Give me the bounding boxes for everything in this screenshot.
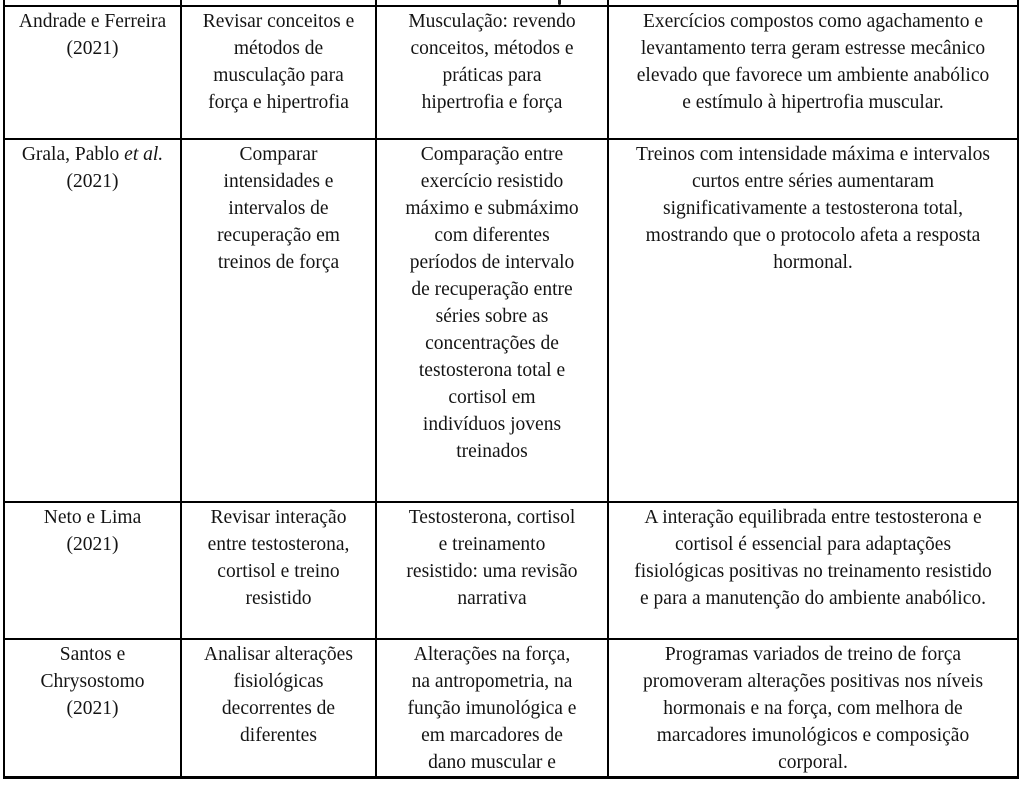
title-cell: Comparação entre exercício resistido máximo e submáximo com diferentes períodos de intervalo de recuperação entre séries sobre as concentrações de testosterona total e cortisol em indivíduos jovens treinados <box>376 139 608 502</box>
findings-cell: Exercícios compostos como agachamento e levantamento terra geram estresse mecânico elevado que favorece um ambiente anabólico e estímulo à hipertrofia muscular. <box>608 6 1018 139</box>
table-row <box>4 502 1018 639</box>
author-cell: Neto e Lima (2021) <box>4 502 181 639</box>
title-cell <box>376 0 608 6</box>
objective-cell: Comparar intensidades e intervalos de recuperação em treinos de força <box>181 139 376 502</box>
review-table-body <box>4 6 1018 778</box>
clipped-text-remnant <box>558 0 561 5</box>
author-cell: Andrade e Ferreira (2021) <box>4 6 181 139</box>
author-cell: Santos e Chrysostomo (2021) <box>4 639 181 778</box>
findings-cell: Treinos com intensidade máxima e intervalos curtos entre séries aumentaram significativamente a testosterona total, mostrando que o protocolo afeta a resposta hormonal. <box>608 139 1018 502</box>
findings-cell <box>608 0 1018 6</box>
findings-cell: A interação equilibrada entre testosterona e cortisol é essencial para adaptações fisiológicas positivas no treinamento resistido e para a manutenção do ambiente anabólico. <box>608 502 1018 639</box>
title-cell: Musculação: revendo conceitos, métodos e práticas para hipertrofia e força <box>376 6 608 139</box>
title-cell: Alterações na força, na antropometria, na função imunológica e em marcadores de dano muscular e <box>376 639 608 778</box>
table-row <box>4 139 1018 502</box>
author-text: (2021) <box>66 171 119 192</box>
author-text-italic: et al. <box>124 144 164 165</box>
author-cell <box>4 139 181 502</box>
objective-cell: Revisar interação entre testosterona, cortisol e treino resistido <box>181 502 376 639</box>
table-row <box>4 639 1018 778</box>
objective-cell: Revisar conceitos e métodos de musculação para força e hipertrofia <box>181 6 376 139</box>
author-text: Grala, Pablo <box>21 144 125 165</box>
table-row <box>4 6 1018 139</box>
objective-cell <box>181 0 376 6</box>
findings-cell: Programas variados de treino de força promoveram alterações positivas nos níveis hormonais e na força, com melhora de marcadores imunológicos e composição corporal. <box>608 639 1018 778</box>
author-cell <box>4 0 181 6</box>
objective-cell: Analisar alterações fisiológicas decorrentes de diferentes <box>181 639 376 778</box>
clipped-row-remnant <box>4 0 1018 6</box>
review-table <box>3 0 1019 779</box>
title-cell: Testosterona, cortisol e treinamento resistido: uma revisão narrativa <box>376 502 608 639</box>
